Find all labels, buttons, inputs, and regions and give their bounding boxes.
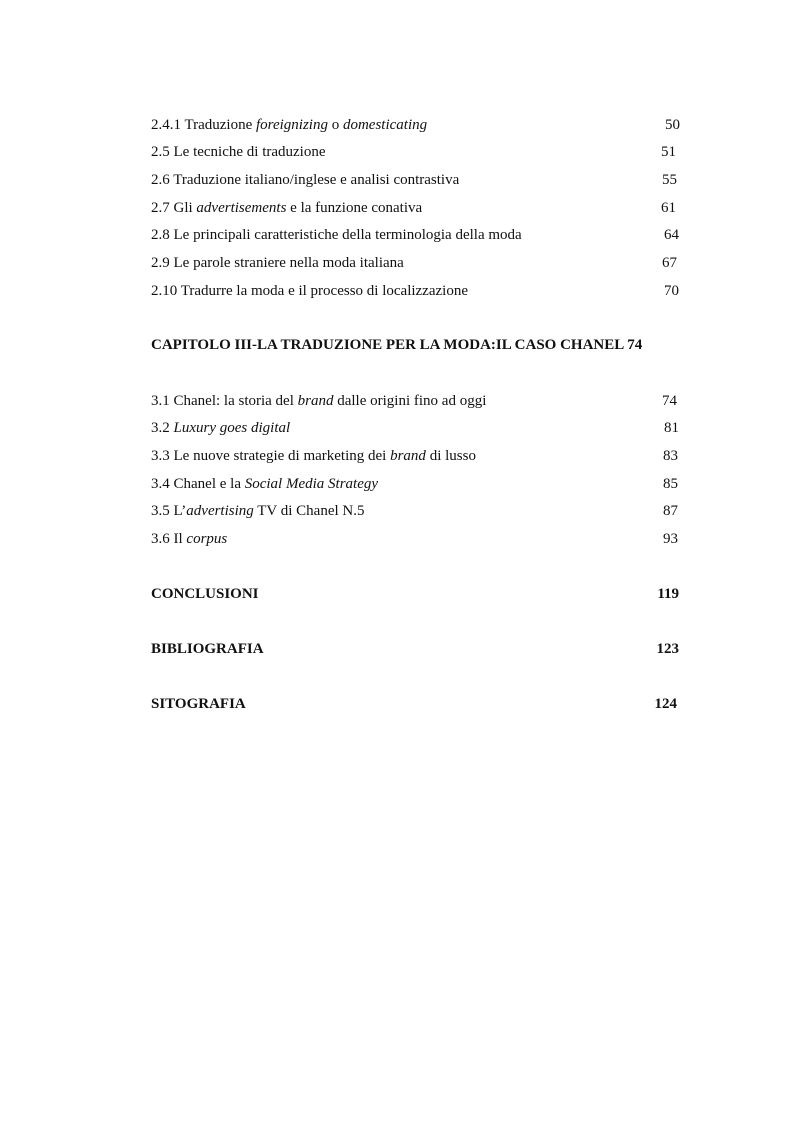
toc-entry-label: 2.5 Le tecniche di traduzione — [151, 144, 326, 160]
toc-page-number: 81 — [664, 420, 679, 436]
chapter-title: CAPITOLO III-LA TRADUZIONE PER LA MODA:IL CASO CHANEL 74 — [151, 337, 643, 353]
toc-entry-label: 2.6 Traduzione italiano/inglese e analisi contrastiva — [151, 172, 460, 188]
toc-entry-label: 2.8 Le principali caratteristiche della terminologia della moda — [151, 227, 522, 243]
toc-entry-label: 3.4 Chanel e la Social Media Strategy — [151, 476, 379, 492]
toc-page-number: 50 — [665, 117, 680, 133]
toc-entry-label: 2.10 Tradurre la moda e il processo di localizzazione — [151, 283, 468, 299]
toc-entry-label: 3.2 Luxury goes digital — [151, 420, 291, 436]
toc-page-number: 51 — [661, 144, 676, 160]
toc-entry-label: 3.3 Le nuove strategie di marketing dei brand di lusso — [151, 448, 476, 464]
toc-entry-label: 3.1 Chanel: la storia del brand dalle origini fino ad oggi — [151, 393, 487, 409]
toc-entry-label: BIBLIOGRAFIA — [151, 641, 264, 657]
toc-page-number: 119 — [657, 586, 679, 602]
toc-entry-label: 2.9 Le parole straniere nella moda italiana — [151, 255, 404, 271]
toc-page-number: 123 — [656, 641, 679, 657]
toc-page-number: 124 — [654, 696, 677, 712]
toc-page-number: 74 — [662, 393, 677, 409]
toc-entry-label: SITOGRAFIA — [151, 696, 246, 712]
toc-entry-label: CONCLUSIONI — [151, 586, 259, 602]
toc-entry-label: 2.4.1 Traduzione foreignizing o domesticating — [151, 117, 428, 133]
toc-page-number: 61 — [661, 200, 676, 216]
toc-page-number: 87 — [663, 503, 678, 519]
toc-page-number: 67 — [662, 255, 677, 271]
toc-page-number: 83 — [663, 448, 678, 464]
toc-page-number: 85 — [663, 476, 678, 492]
toc-page-number: 64 — [664, 227, 679, 243]
toc-page-number: 70 — [664, 283, 679, 299]
toc-entry-label: 3.6 Il corpus — [151, 531, 228, 547]
toc-entry-label: 3.5 L’advertising TV di Chanel N.5 — [151, 503, 365, 519]
toc-page-number: 93 — [663, 531, 678, 547]
toc-entry-label: 2.7 Gli advertisements e la funzione conativa — [151, 200, 423, 216]
toc-page-number: 55 — [662, 172, 677, 188]
